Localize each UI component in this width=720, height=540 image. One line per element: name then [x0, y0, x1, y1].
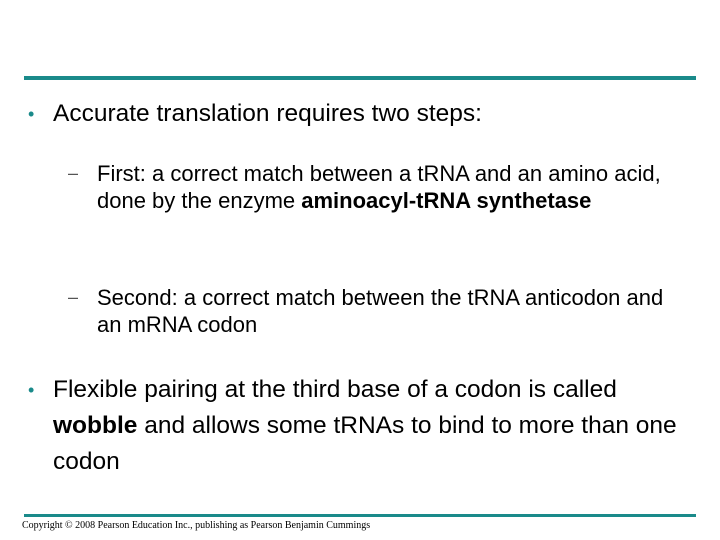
- dash-marker: –: [68, 287, 79, 307]
- sub-text-middle: RNA and an amino acid, done by the enzyme: [97, 161, 661, 213]
- enzyme-term: aminoacyl-tRNA synthetase: [301, 188, 592, 213]
- sub-bullet-first-step: [64, 160, 674, 214]
- dash-marker: –: [68, 163, 79, 183]
- bullet-accurate-translation: [24, 100, 684, 128]
- bottom-divider-line: [24, 514, 696, 517]
- bullet-text-start: Flexible pairing at the third base of a codon is called: [53, 376, 617, 403]
- bullet-marker: •: [28, 104, 35, 124]
- bullet-marker: •: [28, 380, 35, 400]
- copyright-notice: Copyright © 2008 Pearson Education Inc., publishing as Pearson Benjamin Cummings: [22, 520, 371, 531]
- sub-text-start: First: a correct match between a t: [97, 161, 424, 186]
- bullet-flexible-pairing: [24, 372, 684, 480]
- bullet-text-end: and allows some tRNAs to bind to more than one codon: [53, 412, 677, 475]
- bullet-text: [53, 372, 684, 480]
- top-divider-line: [24, 76, 696, 80]
- sub-bullet-text: Second: a correct match between the tRNA anticodon and an mRNA codon: [97, 285, 664, 337]
- sub-bullet-text: [97, 160, 674, 214]
- sub-bullet-second-step: [64, 284, 674, 338]
- bullet-text: Accurate translation requires two steps:: [53, 100, 482, 127]
- wobble-term: wobble: [53, 412, 138, 439]
